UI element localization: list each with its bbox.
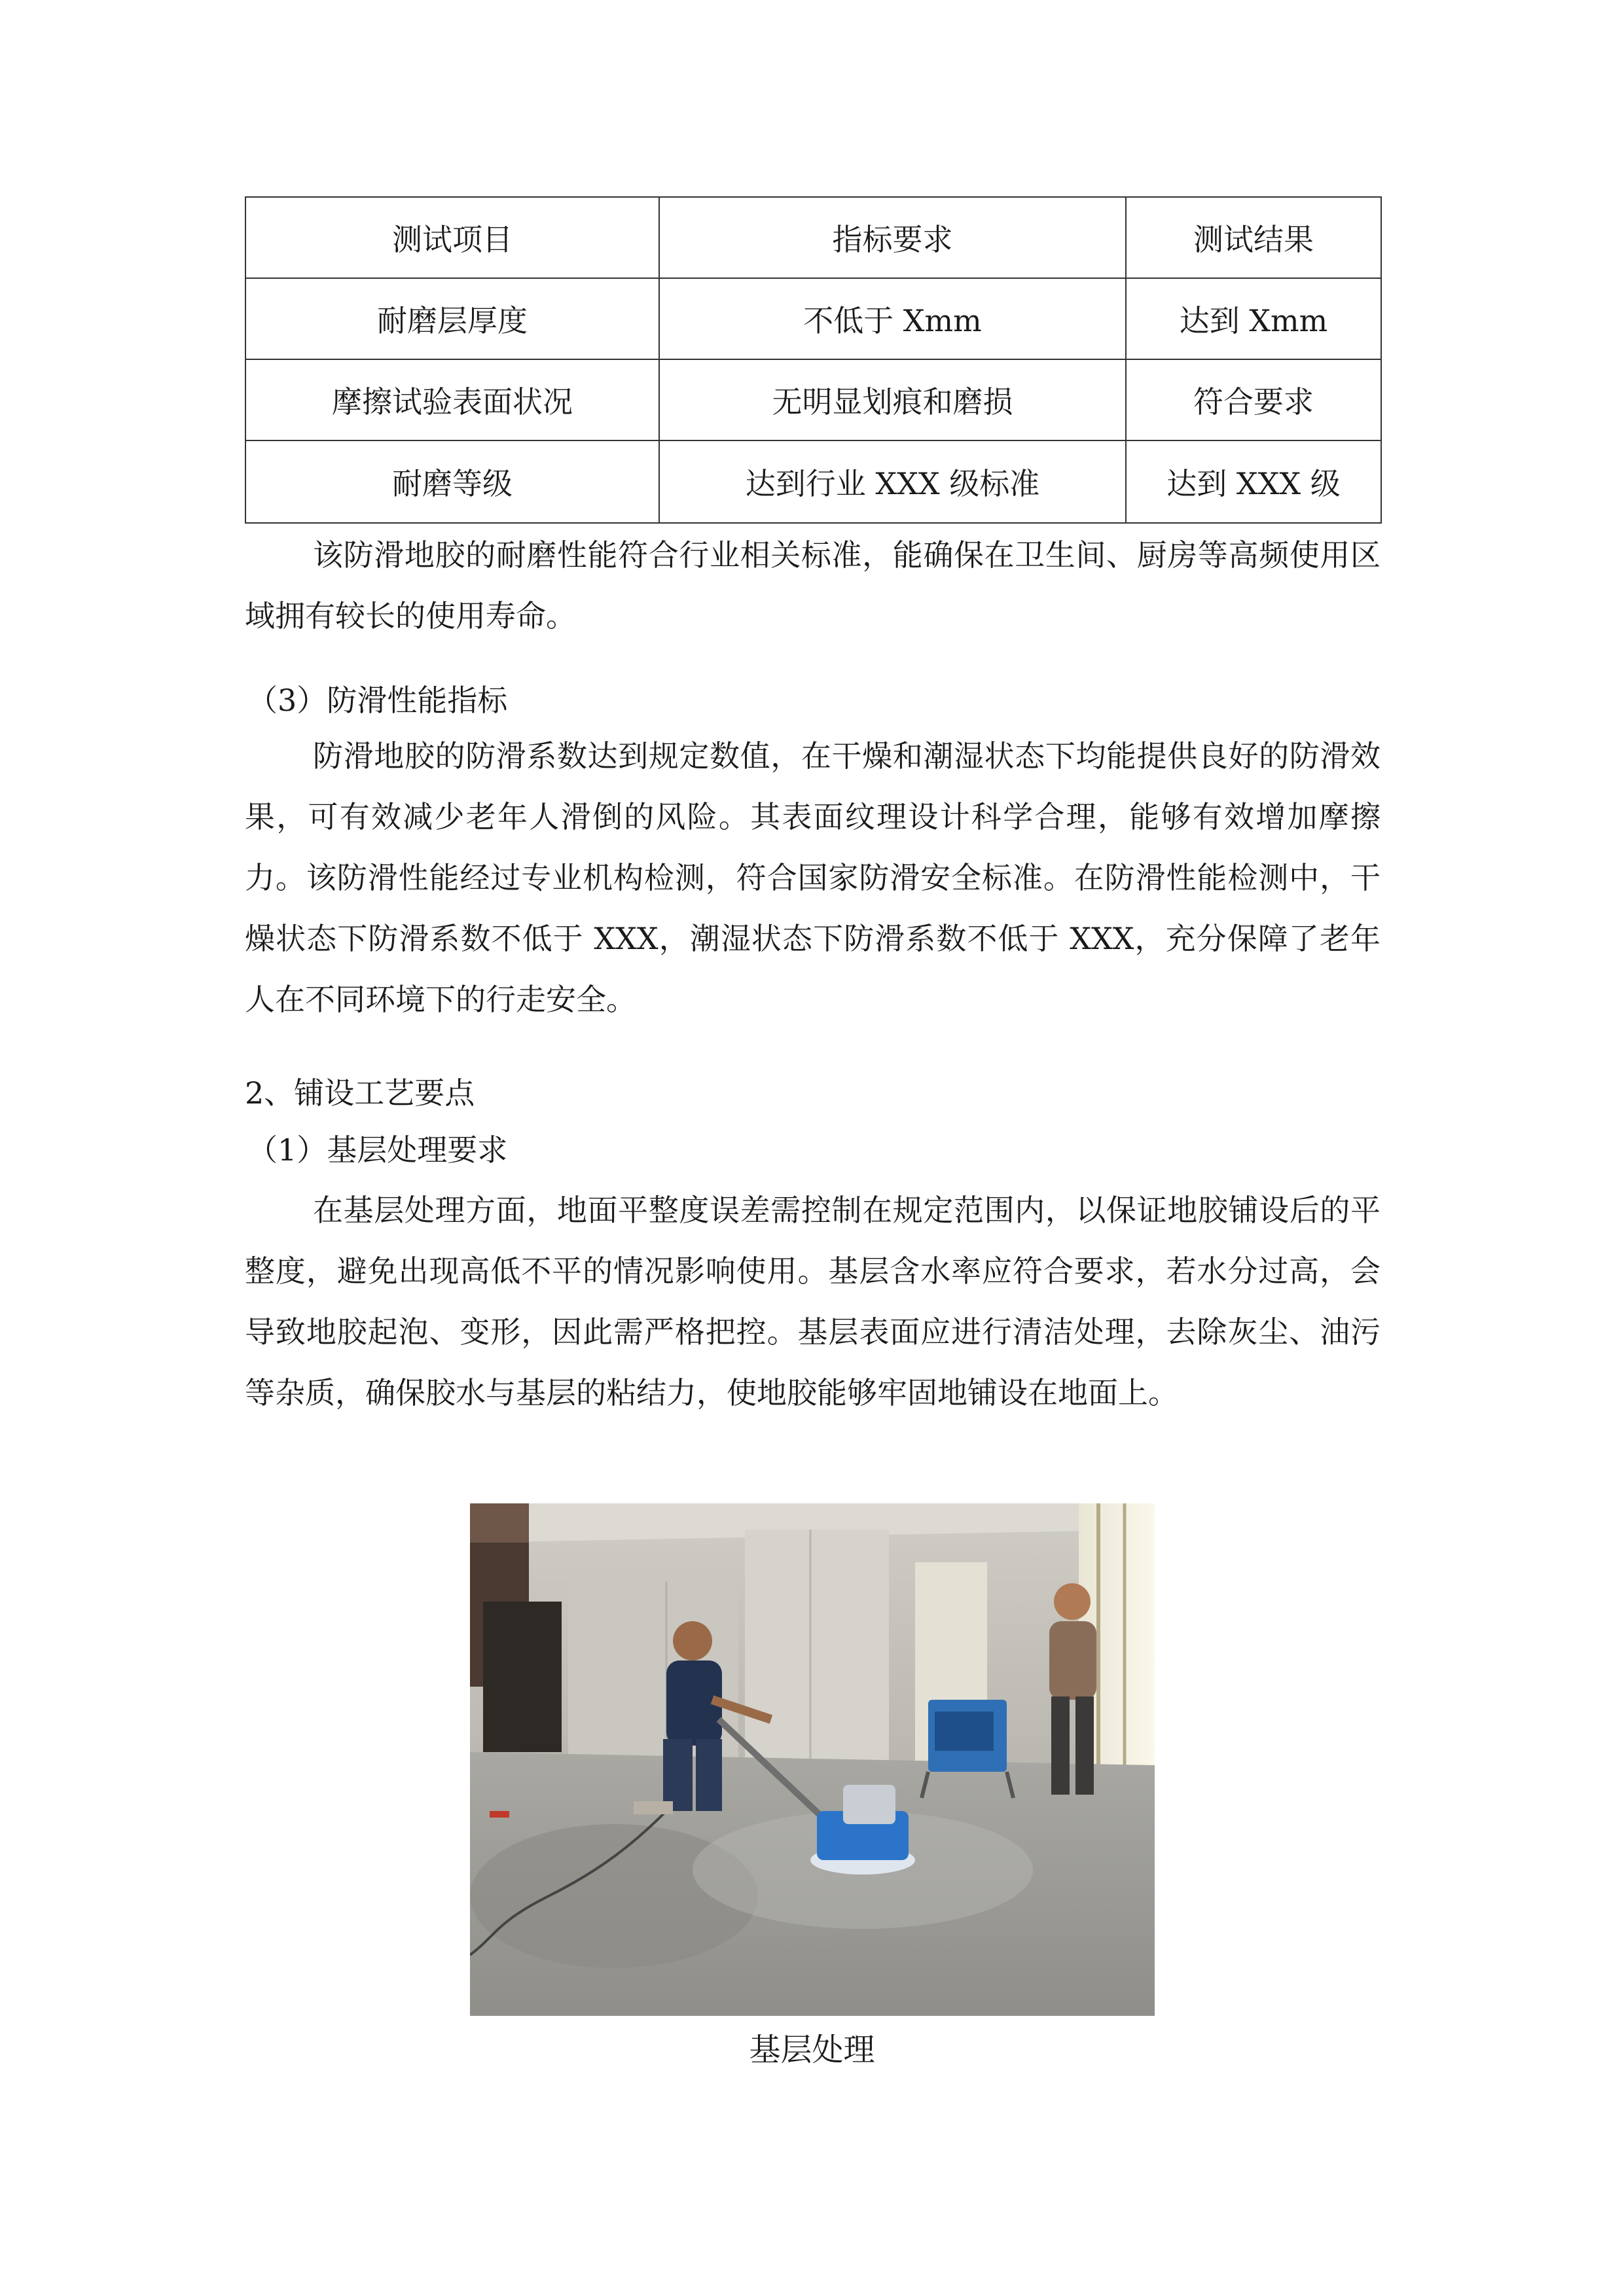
table-cell: 耐磨等级 bbox=[245, 440, 659, 523]
table-cell: 摩擦试验表面状况 bbox=[245, 359, 659, 440]
table-row bbox=[245, 278, 1381, 359]
table-cell: 达到行业 XXX 级标准 bbox=[659, 440, 1126, 523]
table-cell: 无明显划痕和磨损 bbox=[659, 359, 1126, 440]
wear-summary-paragraph bbox=[245, 525, 1380, 647]
section-heading-antislip: （3）防滑性能指标 bbox=[247, 683, 508, 718]
section-heading-base: （1）基层处理要求 bbox=[247, 1132, 508, 1168]
table-cell: 达到 Xmm bbox=[1126, 278, 1381, 359]
floor-grinding-scene-image bbox=[470, 1503, 1155, 2016]
wear-test-table bbox=[245, 196, 1382, 524]
table-row bbox=[245, 359, 1381, 440]
section-heading-process: 2、铺设工艺要点 bbox=[245, 1075, 475, 1111]
antislip-paragraph bbox=[245, 726, 1380, 1030]
paragraph-text: 在基层处理方面，地面平整度误差需控制在规定范围内，以保证地胶铺设后的平整度，避免出现高低不平的情况影响使用。基层含水率应符合要求，若水分过高，会导致地胶起泡、变形，因此需严格把控。基层表面应进行清洁处理，去除灰尘、油污等杂质，确保胶水与基层的粘结力，使地胶能够牢固地铺设在地面上。 bbox=[245, 1193, 1380, 1410]
photo-caption: 基层处理 bbox=[749, 2032, 875, 2068]
table-header-cell: 测试项目 bbox=[245, 197, 659, 278]
table-cell: 符合要求 bbox=[1126, 359, 1381, 440]
paragraph-text: 防滑地胶的防滑系数达到规定数值，在干燥和潮湿状态下均能提供良好的防滑效果，可有效减少老年人滑倒的风险。其表面纹理设计科学合理，能够有效增加摩擦力。该防滑性能经过专业机构检测，符合国家防滑安全标准。在防滑性能检测中，干燥状态下防滑系数不低于 XXX，潮湿状态下防滑系数不低于 XXX，充分保障了老年人在不同环境下的行走安全。 bbox=[245, 738, 1380, 1017]
table-row bbox=[245, 440, 1381, 523]
table-cell: 耐磨层厚度 bbox=[245, 278, 659, 359]
base-treatment-paragraph bbox=[245, 1180, 1380, 1424]
paragraph-text: 该防滑地胶的耐磨性能符合行业相关标准，能确保在卫生间、厨房等高频使用区域拥有较长的使用寿命。 bbox=[245, 537, 1380, 634]
table-header-cell: 指标要求 bbox=[659, 197, 1126, 278]
table-cell: 不低于 Xmm bbox=[659, 278, 1126, 359]
table-header-cell: 测试结果 bbox=[1126, 197, 1381, 278]
base-treatment-photo bbox=[470, 1503, 1155, 2016]
table-cell: 达到 XXX 级 bbox=[1126, 440, 1381, 523]
table-header-row bbox=[245, 197, 1381, 278]
